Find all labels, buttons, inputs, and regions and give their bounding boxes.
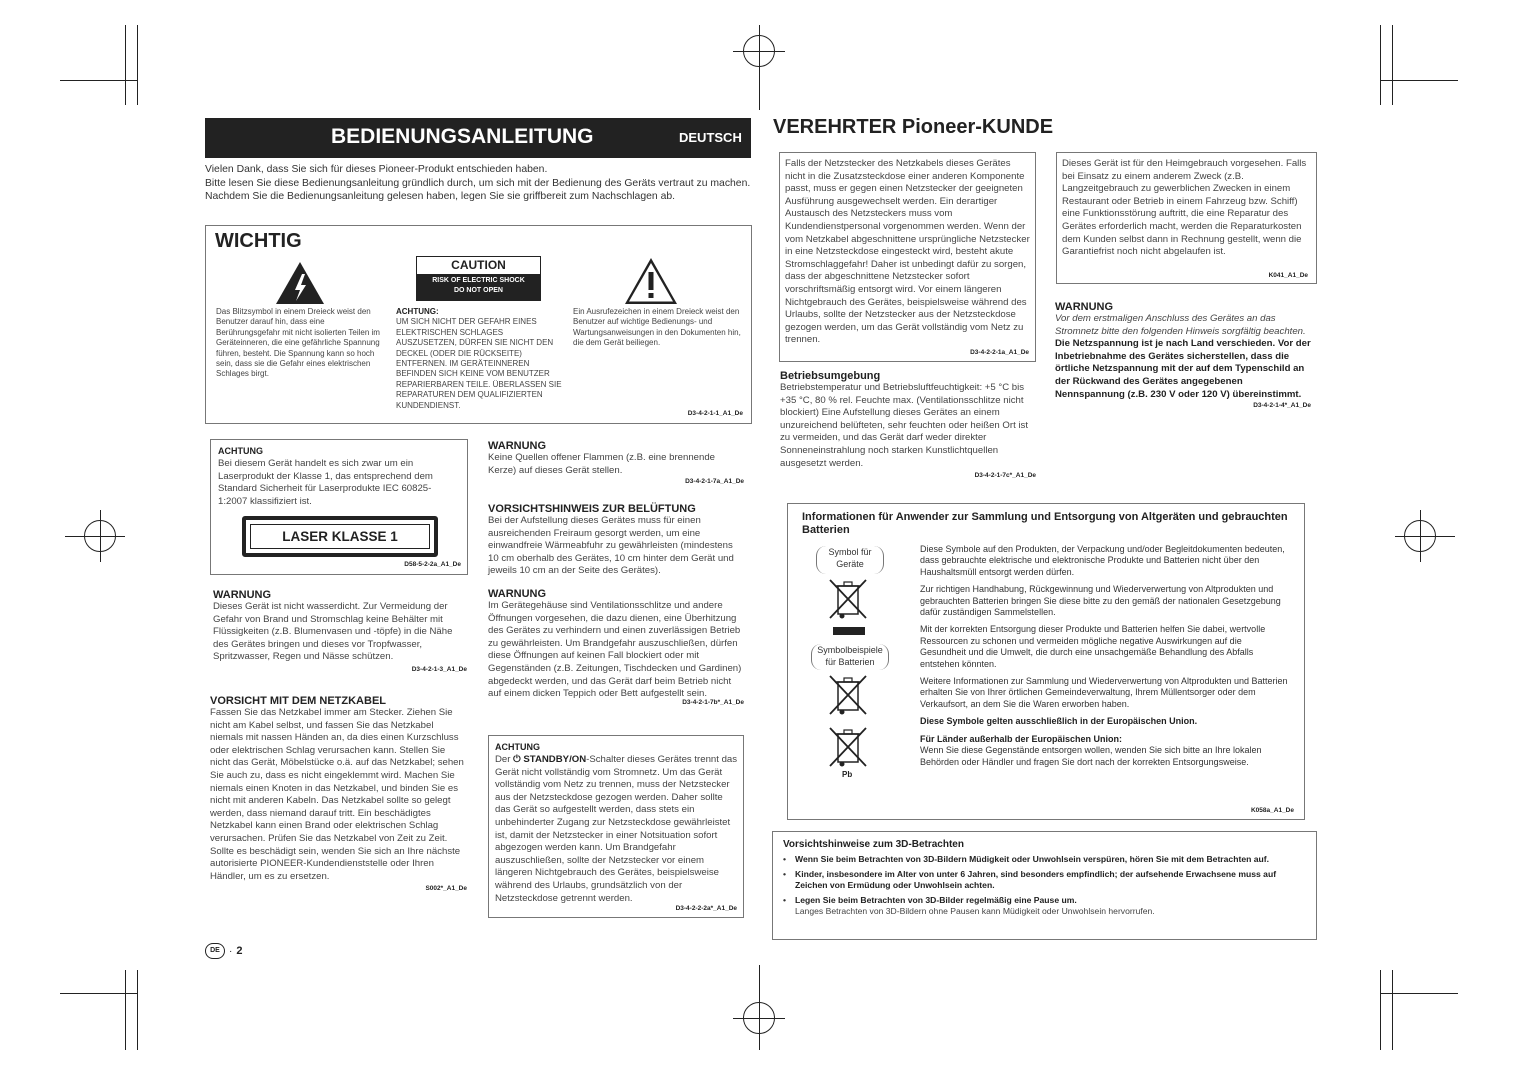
entsorgung-p6-title: Für Länder außerhalb der Europäischen Union: <box>920 733 1123 744</box>
betrieb-section <box>780 370 1036 479</box>
warnung-italic: Vor dem erstmaligen Anschluss des Gerätes an das Stromnetz bitte den folgenden Hinweis sorgfältig beachten. <box>1055 313 1306 337</box>
crossed-battery-bin-icon <box>828 674 868 716</box>
entsorgung-p3: Mit der korrekten Entsorgung dieser Produkte und Batterien helfen Sie dabei, wertvolle Ressourcen zu schonen und vermeiden mögliche negative Auswirkungen auf die Gesundheit und die Umwelt, die durch eine unsachgemäße Behandlung des Abfalls entstehen könnten. <box>920 624 1266 669</box>
lightning-warning-icon <box>274 260 326 306</box>
netzkabel-section <box>210 695 467 892</box>
doc-code: S002*_A1_De <box>425 885 467 893</box>
laser-text: Bei diesem Gerät handelt es sich zwar um ein Laserprodukt der Klasse 1, das entsprechend dem Standard Sicherheit für Laserprodukte IEC 60825-1:2007 klassifiziert ist. <box>218 458 433 507</box>
doc-code: D58-5-2-2a_A1_De <box>404 561 461 568</box>
doc-code: D3-4-2-1-7b*_A1_De <box>682 698 744 706</box>
standby-box <box>488 735 744 918</box>
drei-d-box <box>772 831 1317 940</box>
drei-d-title: Vorsichtshinweise zum 3D-Betrachten <box>783 839 964 850</box>
warnung-bold: Die Netzspannung ist je nach Land verschieden. Vor der Inbetriebnahme des Gerätes sicherstellen, dass die örtliche Netzspannung mit der auf dem Typenschild an der Rückwand des Gerätes angegebenen Nennspannung (z.B. 230 V oder 120 V) übereinstimmt. <box>1055 338 1311 400</box>
section-text: Keine Quellen offener Flammen (z.B. eine brennende Kerze) auf dieses Gerät stellen. <box>488 452 716 476</box>
section-text: Dieses Gerät ist für den Heimgebrauch vorgesehen. Falls bei Einsatz zu einem anderem Zweck (z.B. Langzeitgebrauch zu gewerblichen Zwecken in einem Restaurant oder Betrieb in einem Fahrzeug bzw. Schiff) eine Funktionsstörung auftritt, die eine Reparatur des Gerätes erforderlich macht, werden die Reparaturkosten dem Kunden selbst dann in Rechnung gestellt, wenn die Garantiefrist noch nicht abgelaufen ist. <box>1062 158 1307 258</box>
customer-title: VEREHRTER Pioneer-KUNDE <box>773 116 1054 138</box>
entsorgung-p5: Diese Symbole gelten ausschließlich in der Europäischen Union. <box>920 716 1198 727</box>
page-title: BEDIENUNGSANLEITUNG <box>331 125 594 148</box>
belueftung-section <box>488 503 744 578</box>
drei-d-bullet-1 <box>783 854 1308 865</box>
standby-body: -Schalter dieses Gerätes trennt das Gerät nicht vollständig vom Stromnetz. Um das Gerät vollständig vom Netz zu trennen, muss der Netzstecker aus der Netzsteckdose gezogen werden. Daher sollte das Gerät so aufgestellt werden, dass stets ein unbehinderter Zugang zur Netzsteckdose gewährleistet ist, damit der Netzstecker in einer Notsituation sofort abgezogen werden kann. Um Brandgefahr auszuschließen, sollte der Netzstecker vor einem längeren Nichtgebrauch des Gerätes, beispielsweise während des Urlaubs, grundsätzlich von der Netzsteckdose getrennt werden. <box>495 754 738 904</box>
section-text: Betriebstemperatur und Betriebsluftfeuchtigkeit: +5 °C bis +35 °C, 80 % rel. Feuchte max. (Ventilationsschlitze nicht blockiert) Eine Aufstellung dieses Gerätes an einem unzureichend belüfteten, sehr feuchten oder heißen Ort ist zu vermeiden, und das Gerät darf weder direkter Sonneneinstrahlung noch starken Kunstlichtquellen ausgesetzt werden. <box>780 382 1028 469</box>
warnung-wasser <box>213 589 467 673</box>
doc-code: K041_A1_De <box>1268 272 1308 279</box>
caution-sub: RISK OF ELECTRIC SHOCK DO NOT OPEN <box>417 274 540 300</box>
doc-code: D3-4-2-2-2a*_A1_De <box>675 905 737 912</box>
exclamation-warning-icon <box>623 256 679 306</box>
section-title: ACHTUNG <box>495 742 540 752</box>
section-title: WARNUNG <box>488 440 547 452</box>
section-title: WARNUNG <box>1055 301 1114 313</box>
drei-d-list <box>783 854 1308 917</box>
wichtig-box <box>205 225 752 424</box>
section-text: Im Gerätegehäuse sind Ventilationsschlitze und andere Öffnungen vorgesehen, die dazu dienen, eine Überhitzung des Gerätes zu verhindern und einen zuverlässigen Betrieb zu gewährleisten. Um Brandgefahr auszuschließen, dürfen diese Öffnungen auf keinen Fall blockiert oder mit Gegenständen (z.B. Zeitungen, Tischdecken und Gardinen) abgedeckt werden, und das Gerät darf beim Betrieb nicht auf einem dicken Teppich oder Bett aufgestellt sein. <box>488 600 742 700</box>
entsorgung-p4: Weitere Informationen zur Sammlung und Wiederverwertung von Altprodukten und Batterien erhalten Sie von Ihrer örtlichen Gemeindeverwaltung, Ihrem Müllentsorger oder dem Verkaufsort, an dem Sie die Waren erworben haben. <box>920 676 1288 709</box>
bullet-text: Legen Sie beim Betrachten von 3D-Bilder regelmäßig eine Pause um. <box>795 895 1077 905</box>
warnung-netz <box>1055 301 1311 409</box>
section-text: Bei der Aufstellung dieses Gerätes muss für einen ausreichenden Freiraum gesorgt werden, um eine einwandfreie Wärmeabfuhr zu gewährleisten (mindestens 10 cm oberhalb des Gerätes, 10 cm hinter dem Gerät und jeweils 10 cm an der Seite des Gerätes). <box>488 515 734 577</box>
entsorgung-p1: Diese Symbole auf den Produkten, der Verpackung und/oder Begleitdokumenten bedeuten, dass gebrauchte elektrische und elektronische Produkte und Batterien nicht über den Haushaltsmüll entsorgt werden dürfen. <box>920 544 1285 577</box>
entsorgung-box <box>787 503 1305 820</box>
crossed-bin-icon <box>828 578 868 620</box>
pb-label: Pb <box>842 770 853 779</box>
symbol-geraete-label: Symbol für Geräte <box>816 546 884 574</box>
entsorgung-title: Informationen für Anwender zur Sammlung und Entsorgung von Altgeräten und gebrauchten Batterien <box>802 511 1288 536</box>
laser-class-text: LASER KLASSE 1 <box>282 529 398 544</box>
intro <box>205 163 753 204</box>
doc-code: K058a_A1_De <box>1250 807 1294 814</box>
intro-line-1: Vielen Dank, dass Sie sich für dieses Pioneer-Produkt entschieden haben. <box>205 164 548 175</box>
section-title: WARNUNG <box>213 589 272 601</box>
bullet-text: Kinder, insbesondere im Alter von unter 6 Jahren, sind besonders empfindlich; der aufsehende Erwachsene muss auf Zeichen von Ermüdung oder Unwohlsein achten. <box>795 869 1277 890</box>
caution-label-box <box>416 256 541 301</box>
language-badge: DE <box>205 943 225 959</box>
standby-prefix: Der <box>495 754 511 765</box>
doc-code: D3-4-2-2-1a_A1_De <box>970 349 1029 356</box>
title-bar <box>205 118 751 158</box>
netzstecker-box <box>779 152 1036 362</box>
black-bar <box>833 627 865 635</box>
entsorgung-p2: Zur richtigen Handhabung, Rückgewinnung und Wiederverwertung von Altprodukten und gebrauchten Batterien bringen Sie diese bitte zu den gemäß der nationalen Gesetzgebung dafür zuständigen Sammelstellen. <box>920 584 1281 618</box>
bullet-icon: • <box>783 854 787 864</box>
entsorgung-p6: Wenn Sie diese Gegenstände entsorgen wollen, wenden Sie sich bitte an Ihre lokalen Behörden oder Händler und fragen Sie dort nach der korrekten Entsorgungsweise. <box>920 745 1262 767</box>
page-number: 2 <box>236 945 243 957</box>
standby-text <box>495 754 739 905</box>
crossed-bin-pb-icon <box>828 726 868 768</box>
standby-on-label: STANDBY/ON <box>523 754 587 765</box>
intro-line-2: Bitte lesen Sie diese Bedienungsanleitung gründlich durch, um sich mit der Bedienung des Geräts vertraut zu machen. Nachdem Sie die Bedienungsanleitung gelesen haben, legen Sie sie griffbereit zum Nachschlagen ab. <box>205 177 751 203</box>
caution-label: CAUTION <box>451 258 506 272</box>
achtung-column <box>396 307 564 411</box>
section-title: Betriebsumgebung <box>780 370 881 382</box>
drei-d-sub: Langes Betrachten von 3D-Bildern ohne Pausen kann Müdigkeit oder Unwohlsein hervorrufen. <box>795 906 1155 916</box>
doc-code: D3-4-2-1-7a_A1_De <box>685 478 744 486</box>
symbol-batterien-label: Symbolbeispiele für Batterien <box>811 644 889 670</box>
section-title: WARNUNG <box>488 588 547 600</box>
wichtig-title: WICHTIG <box>215 230 302 252</box>
doc-code: D3-4-2-1-7c*_A1_De <box>974 472 1036 480</box>
section-title: VORSICHTSHINWEIS ZUR BELÜFTUNG <box>488 503 696 515</box>
achtung-text: UM SICH NICHT DER GEFAHR EINES ELEKTRISCHEN SCHLAGES AUSZUSETZEN, DÜRFEN SIE NICHT DEN DECKEL (ODER DIE RÜCKSEITE) ENTFERNEN. IM GERÄTEINNEREN BEFINDEN SICH KEINE VOM BENUTZER REPARIERBAREN TEILE. ÜBERLASSEN SIE REPARATUREN DEM QUALIFIZIERTEN KUNDENDIENST. <box>396 317 562 410</box>
doc-code: D3-4-2-1-4*_A1_De <box>1253 402 1311 410</box>
section-text: Dieses Gerät ist nicht wasserdicht. Zur Vermeidung der Gefahr von Brand und Stromschlag keine Behälter mit Flüssigkeiten (z.B. Blumenvasen und -töpfe) in die Nähe des Gerätes bringen und dieses vor Tropfwasser, Spritzwasser, Regen und Nässe schützen. <box>213 601 453 663</box>
laser-class-label <box>242 516 438 557</box>
page-separator: · <box>229 945 233 957</box>
doc-code: D3-4-2-1-3_A1_De <box>411 665 467 673</box>
lightning-description: Das Blitzsymbol in einem Dreieck weist den Benutzer darauf hin, dass eine Berührungsgefahr mit nicht isolierten Teilen im Geräteinneren, die eine gefährliche Spannung führen, besteht. Die Spannung kann so hoch sein, dass sie die Gefahr eines elektrischen Schlages birgt. <box>216 307 380 379</box>
doc-code: D3-4-2-1-1_A1_De <box>687 410 743 417</box>
page-footer <box>205 943 242 959</box>
warnung-schlitze <box>488 588 744 706</box>
power-icon: ⏻ <box>513 754 521 765</box>
entsorgung-text <box>920 544 1290 768</box>
achtung-title: ACHTUNG: <box>396 307 439 316</box>
laser-title: ACHTUNG <box>218 446 263 456</box>
warnung-flammen <box>488 440 744 485</box>
bullet-icon: • <box>783 869 787 879</box>
bullet-icon: • <box>783 895 787 905</box>
drei-d-bullet-2 <box>783 869 1308 891</box>
language-label: DEUTSCH <box>679 130 742 145</box>
drei-d-bullet-3 <box>783 895 1308 906</box>
heimgebrauch-box <box>1056 152 1317 284</box>
exclamation-description: Ein Ausrufezeichen in einem Dreieck weist den Benutzer auf wichtige Bedienungs- und Wartungsanweisungen in den Dokumenten hin, die dem Gerät beiliegen. <box>573 307 741 348</box>
section-title: VORSICHT MIT DEM NETZKABEL <box>210 695 386 707</box>
laser-box <box>210 439 468 575</box>
section-text: Fassen Sie das Netzkabel immer am Stecker. Ziehen Sie nicht am Kabel selbst, und fassen Sie das Netzkabel niemals mit nassen Händen an, da dies einen Kurzschluss oder elektrischen Schlag verursachen kann. Stellen Sie nicht das Gerät, Möbelstücke o.ä. auf das Netzkabel; sehen Sie auch zu, dass es nicht eingeklemmt wird. Machen Sie niemals einen Knoten in das Netzkabel, und binden Sie es nicht mit anderen Kabeln. Das Netzkabel sollte so gelegt werden, dass niemand darauf tritt. Ein beschädigtes Netzkabel kann einen Brand oder elektrischen Schlag verursachen. Prüfen Sie das Netzkabel von Zeit zu Zeit. Sollte es beschädigt sein, wenden Sie sich an Ihre nächste autorisierte PIONEER-Kundendienststelle oder Ihren Händler, um es zu ersetzen. <box>210 707 464 882</box>
section-text: Falls der Netzstecker des Netzkabels dieses Gerätes nicht in die Zusatzsteckdose einer anderen Komponente passt, muss er gegen einen Netzstecker der geeigneten Ausführung ausgewechselt werden. Ein derartiger Austausch des Netzsteckers muss vom Kundendienstpersonal vorgenommen werden. Wenn der vom Netzkabel abgeschnittene ursprüngliche Netzstecker in eine Netzsteckdose eingesteckt wird, besteht akute Stromschlaggefahr! Daher ist unbedingt dafür zu sorgen, dass der abgeschnittene Netzstecker sofort vorschriftsmäßig entsorgt wird. Vor einem längeren Nichtgebrauch des Gerätes, beispielsweise während des Urlaubs, sollte der Netzstecker aus der Netzsteckdose gezogen werden, um das Gerät vollständig vom Netz zu trennen. <box>785 158 1030 346</box>
bullet-text: Wenn Sie beim Betrachten von 3D-Bildern Müdigkeit oder Unwohlsein verspüren, hören Sie mit dem Betrachten auf. <box>795 854 1270 864</box>
